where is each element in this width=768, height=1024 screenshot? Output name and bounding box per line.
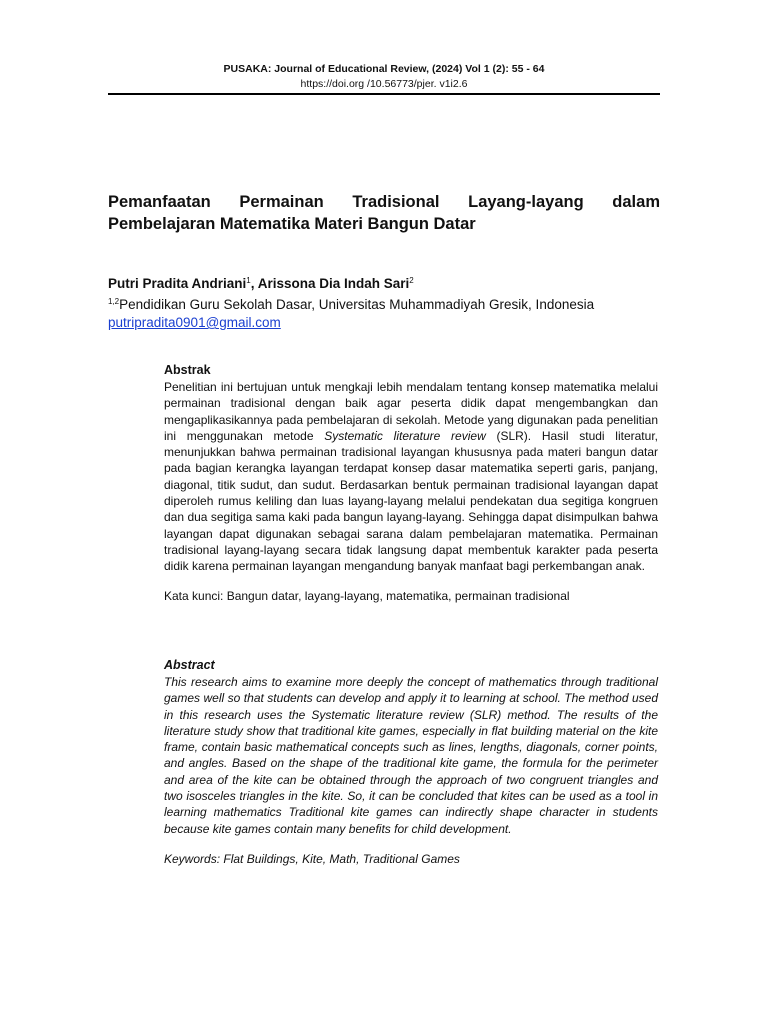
author-1-sup: 1 <box>246 276 251 285</box>
journal-header <box>108 62 660 92</box>
keywords-text: Flat Buildings, Kite, Math, Traditional Games <box>220 851 460 866</box>
abstract-text: This research aims to examine more deeply the concept of mathematics through traditional games well so that students can develop and apply it to learning at school. The method used in this research uses the Systematic literature review (SLR) method. The results of the literature study show that traditional kite games, especially in flat building material on the kite frame, contain basic mathematical concepts such as lines, lengths, diagonals, corner points, and angles. Based on the shape of the traditional kite game, the formula for the perimeter and area of the kite can be obtained through the approach of two congruent triangles and two isosceles triangles in the kite. So, it can be concluded that kites can be used as a tool in learning mathematics Traditional kite games can indirectly shape character in students because kite games contain many benefits for child development. <box>164 675 658 836</box>
affiliation-text: Pendidikan Guru Sekolah Dasar, Universitas Muhammadiyah Gresik, Indonesia <box>119 297 595 312</box>
author-2-sup: 2 <box>409 276 414 285</box>
affiliation-sup: 1,2 <box>108 297 120 306</box>
author-names <box>108 272 660 293</box>
abstrak-text-part2: (SLR). Hasil studi literatur, menunjukkan bahwa permainan tradisional layangan khususnya pada materi bangun datar pada bagian kerangka layangan terdapat konsep dasar matematika seperti garis, panjang, diagonal, titik sudut, dan sudut. Berdasarkan bentuk permainan tradisional layangan dapat diperoleh rumus keliling dan luas layang-layang melalui pendekatan dua segitiga kongruen dan dua segitiga sama kaki pada bangun layang-layang. Sehingga dapat disimpulkan bahwa layangan dapat digunakan sebagai sarana dalam pembelajaran matematika. Permainan tradisional layang-layang secara tidak langsung dapat membentuk karakter pada peserta didik karena permainan layangan mengandung banyak manfaat bagi perkembangan anak. <box>164 428 658 574</box>
keywords <box>164 851 658 867</box>
abstrak-text-italic: Systematic literature review <box>324 428 486 443</box>
abstract-section <box>164 657 658 867</box>
abstrak-text <box>164 379 658 575</box>
affiliation <box>108 293 660 314</box>
abstract-heading: Abstract <box>164 658 215 672</box>
doi-text: https://doi.org /10.56773/pjer. v1i2.6 <box>300 78 468 90</box>
keywords-label: Keywords: <box>164 851 221 866</box>
abstrak-heading: Abstrak <box>164 363 211 377</box>
author-1: Putri Pradita Andriani <box>108 276 247 291</box>
abstrak-text-part1: Penelitian ini bertujuan untuk mengkaji lebih mendalam tentang konsep matematika melalui permainan tradisional dengan baik agar peserta didik dapat mengembangkan dan mengaplikasikannya pada pembelajaran di sekolah. Metode yang digunakan pada penelitian ini menggunakan metode <box>164 380 658 443</box>
header-divider <box>108 93 660 95</box>
email-link[interactable]: putripradita0901@gmail.com <box>108 315 281 330</box>
author-separator: , <box>250 276 258 291</box>
paper-title: Pemanfaatan Permainan Tradisional Layang-layang dalam Pembelajaran Matematika Materi Bangun Datar <box>108 193 660 233</box>
journal-citation: PUSAKA: Journal of Educational Review, (2024) Vol 1 (2): 55 - 64 <box>223 63 545 75</box>
abstrak-section <box>164 362 658 604</box>
author-2: Arissona Dia Indah Sari <box>257 276 410 291</box>
author-block <box>108 272 660 332</box>
kata-kunci: Kata kunci: Bangun datar, layang-layang, matematika, permainan tradisional <box>164 588 570 603</box>
